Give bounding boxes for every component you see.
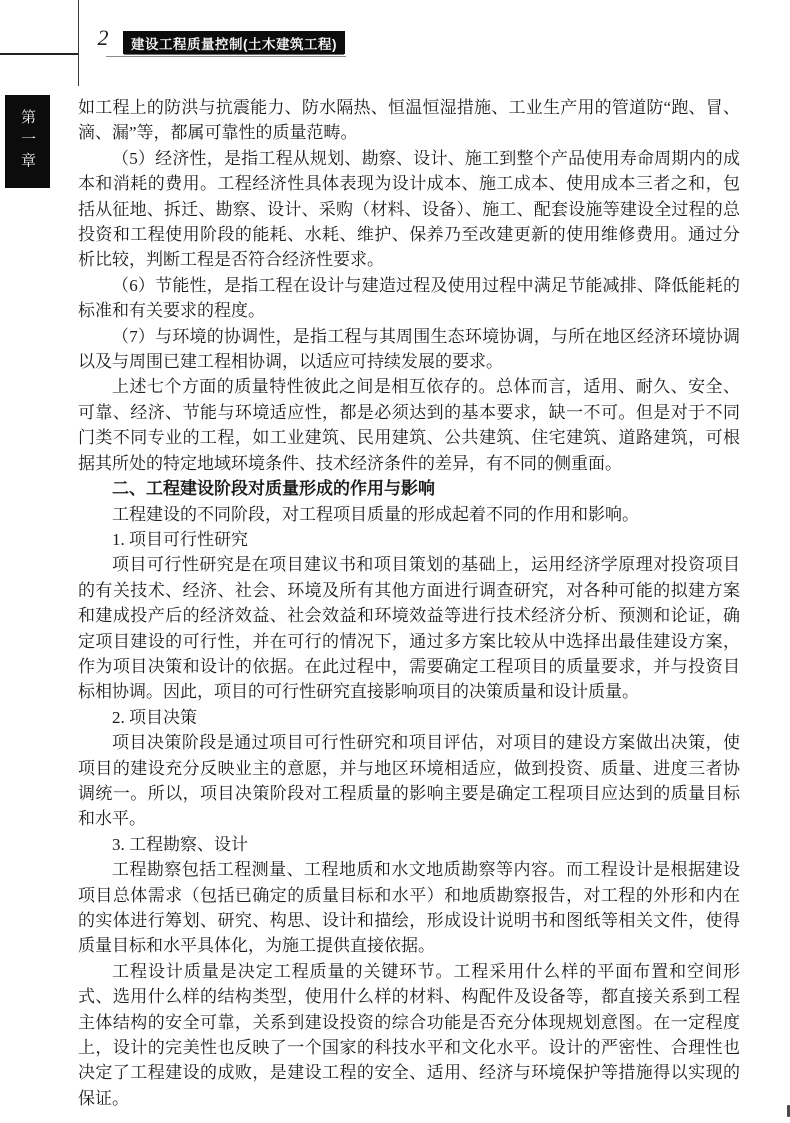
- subheading-feasibility: 1. 项目可行性研究: [112, 529, 248, 549]
- page-body: [78, 95, 740, 1111]
- page-number: 2: [97, 25, 109, 50]
- header-rule-vertical: [78, 0, 79, 86]
- paragraph-design-quality: 工程设计质量是决定工程质量的关键环节。工程采用什么样的平面布置和空间形式、选用什么样的结构类型，使用什么样的材料、构配件及设备等，都直接关系到工程主体结构的安全可靠，关系到建设投资的综合功能是否充分体现规划意图。在一定程度上，设计的完美性也反映了一个国家的科技水平和文化水平。设计的严密性、合理性也决定了工程建设的成败，是建设工程的安全、适用、经济与环境保护等措施得以实现的保证。: [78, 961, 740, 1108]
- paragraph-summary: 上述七个方面的质量特性彼此之间是相互依存的。总体而言，适用、耐久、安全、可靠、经济、节能与环境适应性，都是必须达到的基本要求，缺一不可。但是对于不同门类不同专业的工程，如工业建筑、民用建筑、公共建筑、住宅建筑、道路建筑，可根据其所处的特定地域环境条件、技术经济条件的差异，有不同的侧重面。: [78, 377, 740, 473]
- paragraph-feasibility: 项目可行性研究是在项目建议书和项目策划的基础上，运用经济学原理对投资项目的有关技术、经济、社会、环境及所有其他方面进行调查研究，对各种可能的拟建方案和建成投产后的经济效益、社会效益和环境效益等进行技术经济分析、预测和论证，确定项目建设的可行性，并在可行的情况下，通过多方案比较从中选择出最佳建设方案，作为项目决策和设计的依据。在此过程中，需要确定工程项目的质量要求，并与投资目标相协调。因此，项目的可行性研究直接影响项目的决策质量和设计质量。: [78, 555, 740, 702]
- paragraph-intro: 工程建设的不同阶段，对工程项目质量的形成起着不同的作用和影响。: [112, 504, 639, 524]
- subheading-decision: 2. 项目决策: [112, 707, 197, 727]
- book-title: 建设工程质量控制(土木建筑工程): [131, 36, 337, 52]
- book-title-bar: [123, 31, 345, 54]
- title-bar-underline: [106, 56, 346, 57]
- paragraph-survey-design: 工程勘察包括工程测量、工程地质和水文地质勘察等内容。而工程设计是根据建设项目总体需求（包括已确定的质量目标和水平）和地质勘察报告，对工程的外形和内在的实体进行筹划、研究、构思、设计和描绘，形成设计说明书和图纸等相关文件，使得质量目标和水平具体化，为施工提供直接依据。: [78, 860, 740, 956]
- paragraph-energy-saving: （6）节能性，是指工程在设计与建造过程及使用过程中满足节能减排、降低能耗的标准和有关要求的程度。: [78, 275, 740, 321]
- paragraph-economy: （5）经济性，是指工程从规划、勘察、设计、施工到整个产品使用寿命周期内的成本和消耗的费用。工程经济性具体表现为设计成本、施工成本、使用成本三者之和，包括从征地、拆迁、勘察、设计、采购（材料、设备）、施工、配套设施等建设全过程的总投资和工程使用阶段的能耗、水耗、维护、保养乃至改建更新的使用维修费用。通过分析比较，判断工程是否符合经济性要求。: [78, 148, 740, 270]
- paragraph-continuation: 如工程上的防洪与抗震能力、防水隔热、恒温恒湿措施、工业生产用的管道防“跑、冒、滴、漏”等，都属可靠性的质量范畴。: [78, 98, 740, 143]
- paragraph-environment: （7）与环境的协调性，是指工程与其周围生态环境协调，与所在地区经济环境协调以及与周围已建工程相协调，以适应可持续发展的要求。: [78, 326, 740, 372]
- chapter-tab-label: 第一章: [19, 108, 36, 175]
- chapter-tab: [5, 95, 50, 188]
- section-heading: 二、工程建设阶段对质量形成的作用与影响: [112, 479, 435, 499]
- header-rule-horizontal: [0, 53, 78, 55]
- paragraph-decision: 项目决策阶段是通过项目可行性研究和项目评估，对项目的建设方案做出决策，使项目的建设充分反映业主的意愿，并与地区环境相适应，做到投资、质量、进度三者协调统一。所以，项目决策阶段对工程质量的影响主要是确定工程项目应达到的质量目标和水平。: [78, 733, 740, 829]
- subheading-survey-design: 3. 工程勘察、设计: [112, 834, 248, 854]
